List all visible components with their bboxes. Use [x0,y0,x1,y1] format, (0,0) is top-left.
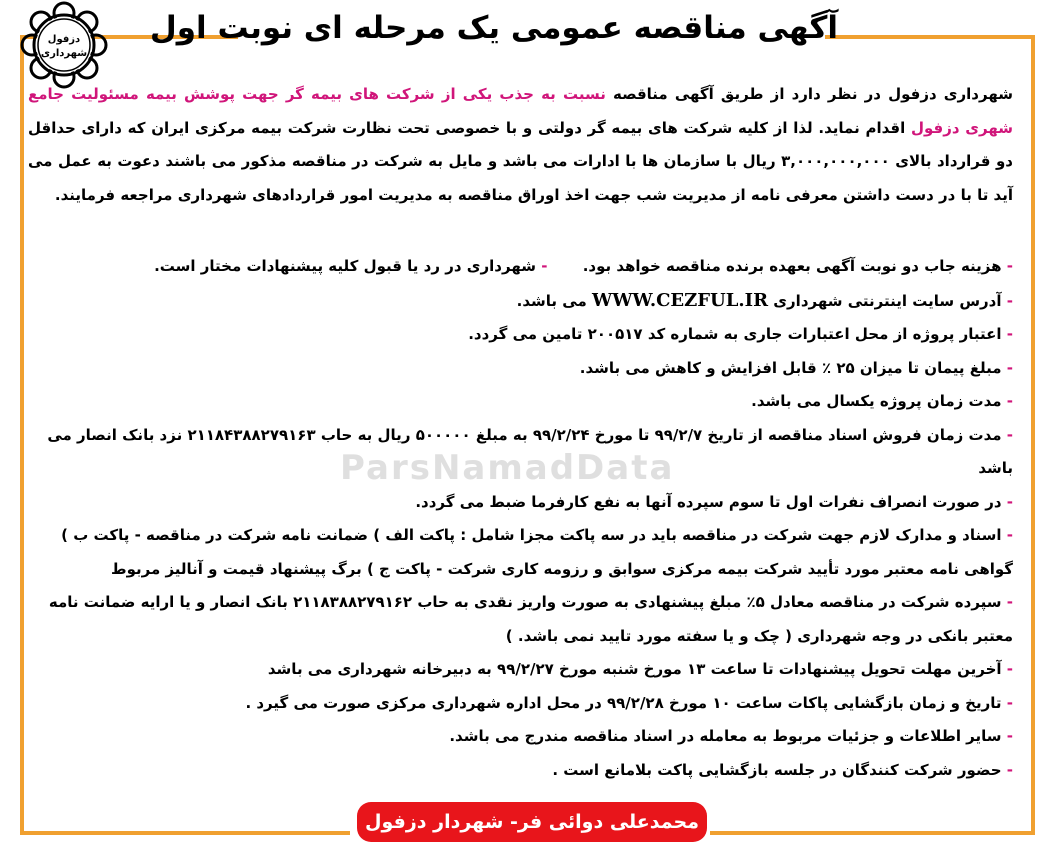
bullet-text: تاریخ و زمان بازگشایی پاکات ساعت ۱۰ مورخ ۹۹/۲/۲۸ در محل اداره شهرداری مرکزی صورت می گیرد . [245,693,1002,712]
bullet-dash: - [1006,660,1013,678]
bullet-text: اعتبار پروژه از محل اعتبارات جاری به شماره کد ۲۰۰۵۱۷ تامین می گردد. [468,325,1002,343]
list-item [23,687,1013,721]
website-link[interactable]: WWW.CEZFUL.IR [591,289,769,311]
list-item [23,586,1013,653]
bullet-text: در صورت انصراف نفرات اول تا سوم سپرده آنها به نفع کارفرما ضبط می گردد. [415,492,1002,511]
bullet-dash: - [1006,593,1013,611]
frame-bottom-right [710,831,1035,835]
list-item [23,653,1013,687]
bullet-text: مدت زمان پروژه یکسال می باشد. [751,392,1002,410]
bullet-dash: - [1006,257,1013,275]
list-item [23,519,1013,586]
bullet-text: سپرده شرکت در مناقصه معادل ۵٪ مبلغ پیشنهادی به صورت واریز نقدی به حاب ۲۱۱۸۳۸۸۲۷۹۱۶۲ بانک انصار و یا ارایه ضمانت نامه معتبر بانکی در وجه شهرداری ( چک و یا سفته مورد تایید نمی باشد. ) [48,593,1013,645]
logo-lettering-2: شهرداری [40,48,88,59]
bullet-inline [154,250,547,284]
intro-text-2: اقدام نماید. لذا از کلیه شرکت های بیمه گر دولتی و با خصوصی تحت نظارت شرکت بیمه مرکزی ایران که دارای حداقل دو قرارداد بالای ۳,۰۰۰,۰۰۰,۰۰۰ ریال با سازمان ها با ادارات می باشد و مایل به شرکت در مناقصه مذکور می باشند دعوت به عمل می آید تا با در دست داشتن معرفی نامه از مدیریت شب جهت اخذ اوراق مناقصه به مدیریت امور قراردادهای شهرداری مراجعه فرمایند. [28,118,1013,204]
bullet-dash: - [1006,291,1013,310]
bullet-dash: - [1006,492,1013,511]
bullet-text: مدت زمان فروش اسناد مناقصه از تاریخ ۹۹/۲/۷ تا مورخ ۹۹/۲/۲۴ به مبلغ ۵۰۰۰۰۰ ریال به حاب ۲۱۱۸۴۳۸۸۲۷۹۱۶۳ نزد بانک انصار می باشد [47,425,1013,477]
list-item [23,419,1013,486]
bullet-dash: - [1006,325,1013,343]
intro-text-1: شهرداری دزفول در نظر دارد از طریق آگهی مناقصه [605,85,1013,103]
list-item [23,754,1013,788]
intro-paragraph [28,78,1013,212]
conditions-list [23,250,1013,787]
list-item [23,385,1013,419]
bullet-text: سایر اطلاعات و جزئیات مربوط به معامله در اسناد مناقصه مندرج می باشد. [449,727,1002,745]
bullet-text: آخرین مهلت تحویل پیشنهادات تا ساعت ۱۳ مورخ شنبه مورخ ۹۹/۲/۲۷ به دبیرخانه شهرداری می باشد [267,660,1002,678]
bullet-text: هزینه جاب دو نوبت آگهی بعهده برنده مناقصه خواهد بود. [582,257,1002,275]
mayor-signature-badge: محمدعلی دوائی فر- شهردار دزفول [357,802,707,842]
bullet-dash: - [1006,425,1013,444]
bullet-dash: - [1006,727,1013,745]
list-item [23,250,1013,284]
bullet-dash: - [1006,693,1013,712]
bullet-dash: - [541,257,548,275]
bullet-text: حضور شرکت کنندگان در جلسه بازگشایی پاکت بلامانع است . [552,760,1002,779]
watermark: ParsNamadData [340,448,675,488]
bullet-text: می باشد. [516,291,587,310]
bullet-text: مبلغ پیمان تا میزان ۲۵ ٪ قابل افزایش و کاهش می باشد. [579,358,1002,377]
bullet-dash: - [1006,526,1013,544]
municipality-logo [4,0,112,90]
list-item [23,720,1013,754]
bullet-dash: - [1006,358,1013,377]
list-item [23,284,1013,319]
bullet-dash: - [1006,760,1013,779]
list-item [23,352,1013,386]
bullet-text: اسناد و مدارک لازم جهت شرکت در مناقصه باید در سه پاکت مجزا شامل : پاکت الف ) ضمانت نامه شرکت در مناقصه - پاکت ب ) گواهی نامه معتبر مورد تأیید شرکت بیمه مرکزی سوابق و رزومه کاری شرکت - پاکت ج ) برگ پیشنهاد قیمت و آنالیز مربوط [61,526,1013,578]
municipality-logo-icon [4,0,112,90]
list-item [23,318,1013,352]
list-item [23,486,1013,520]
bullet-text: شهرداری در رد یا قبول کلیه پیشنهادات مختار است. [154,257,536,275]
logo-lettering-1: دزفول [47,34,81,45]
frame-top-right [825,35,1035,39]
page-title: آگهی مناقصه عمومی یک مرحله ای نوبت اول [149,10,838,46]
frame-right [1031,35,1035,835]
intro-highlight: نسبت به جذب یکی از شرکت های بیمه گر جهت پوشش بیمه مسئولیت جامع شهری دزفول [28,85,1013,137]
frame-bottom-left [20,831,350,835]
bullet-text: آدرس سایت اینترنتی شهرداری [773,291,1002,310]
bullet-dash: - [1006,392,1013,410]
